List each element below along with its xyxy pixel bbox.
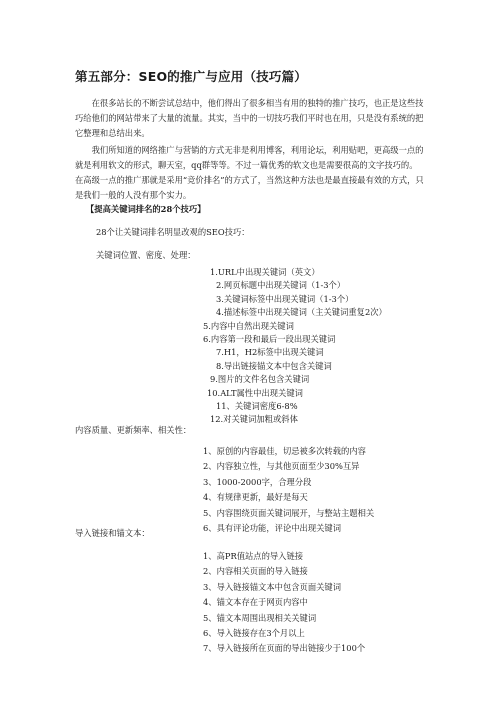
list-item: 3.关键词标签中出现关键词（1-3个） bbox=[216, 293, 354, 304]
list-item: 4.描述标签中出现关键词（主关键词重复2次） bbox=[216, 307, 387, 318]
list-item: 2、内容独立性，与其他页面至少30%互异 bbox=[203, 461, 360, 472]
list-item: 4、有规律更新，最好是每天 bbox=[203, 492, 308, 503]
link-tips-list bbox=[203, 549, 365, 657]
list-item: 9.图片的文件名包含关键词 bbox=[210, 374, 310, 385]
group-label-content: 内容质量、更新频率、相关性： bbox=[75, 425, 192, 435]
list-item: 4、锚文本存在于网页内容中 bbox=[203, 597, 308, 608]
list-item: 7.H1，H2标签中出现关键词 bbox=[216, 347, 324, 358]
group-label-links: 导入链接和锚文本： bbox=[75, 528, 150, 538]
list-item: 6、导入链接存在3个月以上 bbox=[203, 628, 305, 639]
page-title: 第五部分：SEO的推广与应用（技巧篇） bbox=[75, 69, 307, 84]
list-item: 1、原创的内容最佳，切忌被多次转载的内容 bbox=[203, 446, 366, 456]
list-item: 5、内容围绕页面关键词展开，与整站主题相关 bbox=[203, 507, 375, 518]
tips-intro-line: 28个让关键词排名明显改观的SEO技巧： bbox=[96, 227, 250, 237]
list-item: 3、导入链接锚文本中包含页面关键词 bbox=[203, 581, 342, 592]
promotion-paragraph: 我们所知道的网络推广与营销的方式无非是利用博客，利用论坛，利用贴吧，更高级一点的就是利用软文的形式，聊天室，qq群等等。不过一篇优秀的软文也是需要很高的文字技巧的。在高级一点的推广那就是采用“竞价排名”的方式了，当然这种方法也是最直接最有效的方式，只是我们一般的人没有那个实力。 bbox=[75, 145, 424, 200]
content-tips-list bbox=[203, 444, 374, 536]
list-item: 7、导入链接所在页面的导出链接少于100个 bbox=[203, 643, 366, 654]
list-item: 6、具有评论功能，评论中出现关键词 bbox=[203, 523, 342, 534]
intro-paragraph: 在很多站长的不断尝试总结中，他们得出了很多相当有用的独特的推广技巧，也正是这些技巧给他们的网站带来了大量的流量。其实，当中的一切技巧我们平时也在用，只是没有系统的把它整理和总结出来。 bbox=[75, 98, 424, 138]
list-item: 8.导出链接锚文本中包含关键词 bbox=[216, 360, 332, 371]
group-label-keywords: 关键词位置、密度、处理： bbox=[96, 250, 196, 260]
list-item: 1、高PR值站点的导入链接 bbox=[203, 551, 304, 561]
list-item: 5、锚文本周围出现相关关键词 bbox=[203, 612, 317, 623]
list-item: 1.URL中出现关键词（英文） bbox=[210, 267, 320, 277]
list-item: 6.内容第一段和最后一段出现关键词 bbox=[203, 334, 336, 345]
list-item: 3、1000-2000字，合理分段 bbox=[203, 476, 312, 487]
list-item: 5.内容中自然出现关键词 bbox=[203, 320, 294, 331]
keyword-tips-list bbox=[203, 266, 387, 427]
list-item: 12.对关键词加粗或斜体 bbox=[210, 414, 298, 425]
list-item: 11、关键词密度6-8% bbox=[216, 401, 298, 412]
section-heading: 【提高关键词排名的28个技巧】 bbox=[86, 204, 206, 214]
list-item: 10.ALT属性中出现关键词 bbox=[207, 387, 303, 398]
list-item: 2.网页标题中出现关键词（1-3个） bbox=[216, 280, 346, 291]
list-item: 2、内容相关页面的导入链接 bbox=[203, 566, 308, 577]
